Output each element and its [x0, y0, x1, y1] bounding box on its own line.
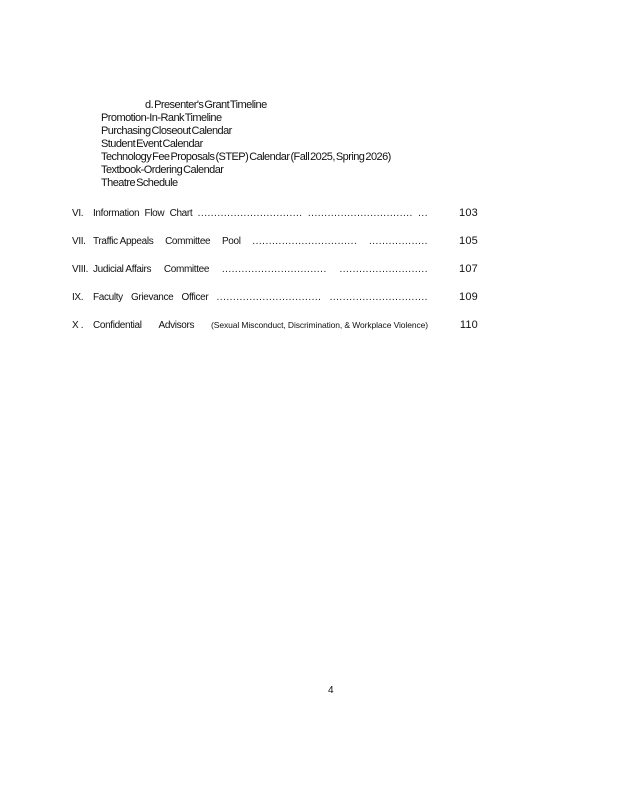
toc-numeral: VIII.	[72, 264, 89, 275]
schedule-lead-item: d. Presenter's Grant Timeline	[145, 99, 267, 111]
toc-row-judicial-affairs-committee	[72, 263, 478, 291]
toc-entry-body	[93, 236, 428, 247]
toc-page-number: 103	[459, 207, 478, 219]
schedule-item: Textbook-Ordering Calendar	[101, 164, 224, 176]
toc-entry-word: Judicial Affairs	[93, 264, 152, 275]
toc-entry-word: Advisors	[158, 320, 195, 331]
toc-leader-dots: ...	[418, 208, 428, 219]
toc-leader-dots: ...........................	[339, 264, 428, 275]
toc-entry-word: Faculty	[93, 292, 123, 303]
toc-leader-dots: ................................	[307, 208, 413, 219]
toc-row-information-flow-chart	[72, 207, 478, 235]
toc-row-confidential-advisors	[72, 319, 478, 347]
toc-row-traffic-appeals-committee-pool	[72, 235, 478, 263]
toc-numeral: VII.	[72, 236, 86, 247]
schedule-item: Promotion-In-Rank Timeline	[101, 112, 222, 124]
toc-entry-word: Information	[93, 208, 140, 219]
toc-entry-body	[93, 292, 428, 303]
toc-numeral: IX.	[72, 292, 84, 303]
toc-entry-word: Committee	[165, 236, 211, 247]
toc-leader-dots: ..............................	[329, 292, 428, 303]
toc-entry-word: Pool	[221, 236, 241, 247]
toc-entry-word: Traffic Appeals	[93, 236, 154, 247]
toc-leader-dots: ................................	[197, 208, 303, 219]
toc-leader-dots: ..................	[368, 236, 428, 247]
toc-list	[72, 207, 478, 347]
toc-row-faculty-grievance-officer	[72, 291, 478, 319]
toc-entry-body	[93, 208, 428, 219]
footer-page-number: 4	[328, 685, 334, 696]
toc-entry-word: Confidential	[93, 320, 142, 331]
toc-numeral: X .	[72, 320, 84, 331]
toc-page-number: 109	[459, 291, 478, 303]
schedule-list	[101, 99, 391, 190]
toc-page-number: 105	[459, 235, 478, 247]
toc-entry-word: Flow	[144, 208, 165, 219]
toc-page-number: 107	[459, 263, 478, 275]
toc-page-number: 110	[459, 319, 478, 331]
toc-entry-word: Grievance	[130, 292, 174, 303]
toc-numeral: VI.	[72, 208, 84, 219]
schedule-item: Purchasing Closeout Calendar	[101, 125, 232, 137]
schedule-item: Theatre Schedule	[101, 177, 178, 189]
toc-entry-body	[93, 320, 428, 331]
schedule-item: Student Event Calendar	[101, 138, 203, 150]
toc-entry-word: Committee	[163, 264, 210, 275]
schedule-item: Technology Fee Proposals (STEP) Calendar (Fall 2025, Spring 2026)	[101, 151, 391, 163]
toc-entry-body	[93, 264, 428, 275]
toc-leader-dots: ................................	[221, 264, 327, 275]
toc-parenthetical: (Sexual Misconduct, Discrimination, & Workplace Violence)	[211, 320, 428, 330]
toc-entry-word: Chart	[169, 208, 193, 219]
toc-leader-dots: ................................	[216, 292, 322, 303]
toc-leader-dots: ................................	[252, 236, 358, 247]
toc-entry-word: Officer	[181, 292, 209, 303]
